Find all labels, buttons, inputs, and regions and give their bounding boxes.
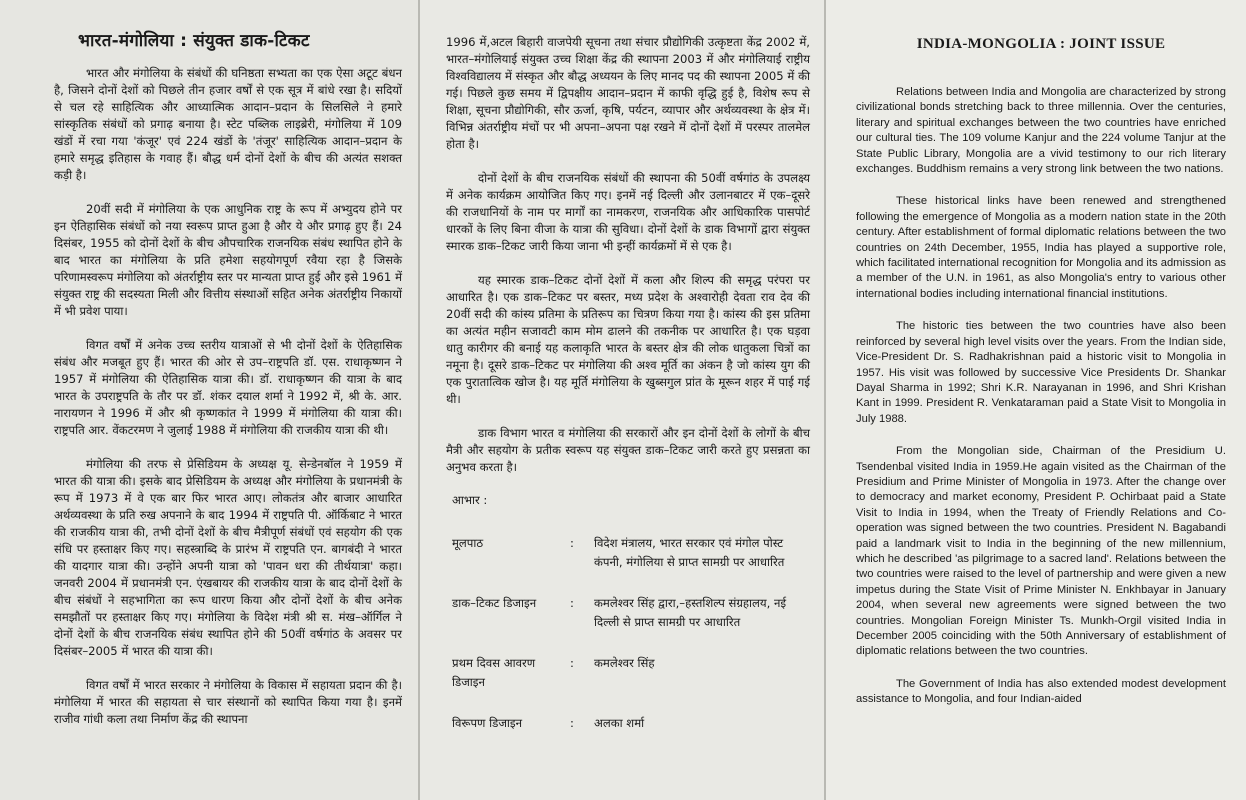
hindi-paragraph: भारत और मंगोलिया के संबंधों की घनिष्ठता सभ्यता का एक ऐसा अटूट बंधन है, जिसने दोनों देशों को पिछले तीन हजार वर्षों से एक सूत्र में बांधे रखा है। सदियों से चल रहे साहित्यिक और आध्यात्मिक आदान–प्रदान के सिलसिले ने हमारे सांस्कृतिक संबंधों को प्रगाढ़ बनाया है। स्टेट पब्लिक लाइब्रेरी, मंगोलिया में 109 खंडों में रचा गया 'कंजूर' एवं 224 खंडों के 'तंजूर' साहित्यिक आदान–प्रदान के हमारे समृद्ध इतिहास के गवाह हैं। बौद्ध धर्म दोनों देशों के बीच की अत्यंत सशक्त कड़ी है। xyxy=(54,66,402,182)
hindi-title: भारत-मंगोलिया : संयुक्त डाक-टिकट xyxy=(78,31,310,51)
credit-key: प्रथम दिवस आवरण डिजाइन xyxy=(452,656,536,689)
english-panel xyxy=(826,0,1246,800)
credit-row xyxy=(446,534,810,572)
hindi-paragraph: दोनों देशों के बीच राजनयिक संबंधों की स्थापना की 50वीं वर्षगांठ के उपलक्ष्य में अनेक कार्यक्रम आयोजित किए गए। इनमें नई दिल्ली और उलानबाटर में एक–दूसरे की राजधानियों के नाम पर मार्गों का नामकरण, राजनयिक और आधिकारिक पासपोर्ट धारकों के लिए बिना वीजा के यात्रा की सुविधा। दोनों देशों के डाक विभागों द्वारा संयुक्त स्मारक डाक–टिकट जारी किया जाना भी इन्हीं कार्यक्रमों में से एक है। xyxy=(446,171,810,253)
credit-value: अलका शर्मा xyxy=(594,716,645,730)
hindi-panel-middle xyxy=(420,0,824,800)
credit-key: मूलपाठ xyxy=(452,536,484,550)
credit-row xyxy=(446,654,810,692)
hindi-paragraph: यह स्मारक डाक–टिकट दोनों देशों में कला और शिल्प की समृद्ध परंपरा पर आधारित है। एक डाक–टिकट पर बस्तर, मध्य प्रदेश के अश्वारोही देवता राव देव की 20वीं सदी की कांस्य प्रतिमा के प्रतिरूप का चित्रण किया गया है। कांस्य की इस प्रतिमा का अत्यंत महीन सजावटी काम मोम ढालने की तकनीक पर आधारित है। एक घड़वा धातु कारीगर की बनाई यह कलाकृति भारत के बस्तर क्षेत्र की लोक धातुकला चित्रों का नमूना है। दूसरे डाक–टिकट पर मंगोलिया की अश्व मूर्ति का अंकन है जो कांस्य युग की एक पुरातात्विक खोज है। यह मूर्ति मंगोलिया के खुब्सगुल प्रांत के मूरून शहर में पाई गई थी। xyxy=(446,273,810,406)
credit-colon: : xyxy=(570,716,574,730)
hindi-paragraph: 20वीं सदी में मंगोलिया के एक आधुनिक राष्ट्र के रूप में अभ्युदय होने पर इन ऐतिहासिक संबंधों को नया स्वरूप प्राप्त हुआ है और ये और प्रगाढ़ हुए हैं। 24 दिसंबर, 1955 को दोनों देशों के बीच औपचारिक राजनयिक संबंध स्थापित होने के बाद भारत का मंगोलिया के प्रति हमेशा सहयोगपूर्ण रवैया रहा है जिसके परिणामस्वरूप मंगोलिया को अंतर्राष्ट्रीय स्तर पर मान्यता प्राप्त हुई और इसे 1961 में संयुक्त राष्ट्र की सदस्यता मिली और वित्तीय संस्थाओं सहित अनेक अंतर्राष्ट्रीय निकायों में भी प्रवेश पाया। xyxy=(54,202,402,318)
english-paragraph: The historic ties between the two countries have also been reinforced by several high level visits over the years. From the Indian side, Vice-President Dr. S. Radhakrishnan paid a historic visit to Mongolia in 1957. His visit was followed by successive Vice Presidents Dr. Shankar Dayal Sharma in 1992; Shri K.R. Narayanan in 1996, and Shri Krishan Kant in 1999. President R. Venkataraman paid a State Visit to Mongolia in July 1988. xyxy=(856,320,1226,425)
hindi-paragraph: मंगोलिया की तरफ से प्रेसिडियम के अध्यक्ष यू. सेन्डेनबॉल ने 1959 में भारत की यात्रा की। इसके बाद प्रेसिडियम के अध्यक्ष और मंगोलिया के प्रधानमंत्री के रूप में 1973 में वे एक बार फिर भारत आए। लोकतंत्र और बाजार आधारित अर्थव्यवस्था के प्रति रुख अपनाने के बाद 1994 में राष्ट्रपति पी. ऑर्किबाट ने भारत की राजकीय यात्रा की, तभी दोनों देशों के बीच मैत्रीपूर्ण संबंधों एवं सहयोग की एक संधि पर हस्ताक्षर किए गए। सहस्त्राब्दि के प्रारंभ में राष्ट्रपति एन. बागबंदी ने भारत की यादगार यात्रा की। उन्होंने अपनी यात्रा को 'पावन धरा की तीर्थयात्रा' कहा। जनवरी 2004 में प्रधानमंत्री एन. एंखबायर की राजकीय यात्रा के बाद दोनों देशों के बीच संबंधों ने सहभागिता का रूप धारण किया और दोनों देशों के बीच अनेक समझौतों पर हस्ताक्षर किए गए। मंगोलिया के विदेश मंत्री श्री स. मंख–ऑर्गिल ने दोनों देशों के बीच राजनयिक संबंध स्थापित होने की 50वीं वर्षगांठ के अवसर पर दिसंबर–2005 में भारत की यात्रा की। xyxy=(54,457,402,658)
hindi-panel-left xyxy=(0,0,418,800)
credit-value: विदेश मंत्रालय, भारत सरकार एवं मंगोल पोस्ट कंपनी, मंगोलिया से प्राप्त सामग्री पर आधारित xyxy=(594,536,785,569)
hindi-paragraph: विगत वर्षों में अनेक उच्च स्तरीय यात्राओं से भी दोनों देशों के ऐतिहासिक संबंध और मजबूत हुए हैं। भारत की ओर से उप–राष्ट्रपति डॉ. एस. राधाकृष्णन ने 1957 में मंगोलिया की ऐतिहासिक यात्रा की। डॉ. राधाकृष्णन की यात्रा के बाद भारत के उपराष्ट्रपति के तौर पर डॉ. शंकर दयाल शर्मा ने 1992 में, श्री के. आर. नारायणन ने 1996 में और श्री कृष्णकांत ने 1999 में मंगोलिया की यात्रा की। राष्ट्रपति आर. वेंकटरमण ने जुलाई 1988 में मंगोलिया की राजकीय यात्रा की थी। xyxy=(54,338,402,437)
acknowledgement-label: आभार : xyxy=(452,493,488,507)
credit-value: कमलेश्वर सिंह xyxy=(594,656,655,670)
hindi-paragraph: डाक विभाग भारत व मंगोलिया की सरकारों और इन दोनों देशों के लोगों के बीच मैत्री और सहयोग के प्रतीक स्वरूप यह संयुक्त डाक–टिकट जारी करते हुए प्रसन्नता का अनुभव करता है। xyxy=(446,426,810,474)
credit-colon: : xyxy=(570,596,574,610)
credit-key: विरूपण डिजाइन xyxy=(452,716,523,730)
english-title: INDIA-MONGOLIA : JOINT ISSUE xyxy=(916,36,1166,52)
hindi-paragraph: विगत वर्षों में भारत सरकार ने मंगोलिया के विकास में सहायता प्रदान की है। मंगोलिया में भारत की सहायता से चार संस्थानों को स्थापित किया गया है। इनमें राजीव गांधी कला तथा निर्माण केंद्र की स्थापना xyxy=(54,678,402,726)
credit-colon: : xyxy=(570,656,574,670)
credit-value: कमलेश्वर सिंह द्वारा,–हस्तशिल्प संग्रहालय, नई दिल्ली से प्राप्त सामग्री पर आधारित xyxy=(594,596,787,629)
hindi-paragraph: 1996 में,अटल बिहारी वाजपेयी सूचना तथा संचार प्रौद्योगिकी उत्कृष्टता केंद्र 2002 में, भारत–मंगोलियाई संयुक्त उच्च शिक्षा केंद्र की स्थापना 2003 में और मंगोलियाई राष्ट्रीय विश्वविद्यालय में संस्कृत और बौद्ध अध्ययन के लिए मानद पद की स्थापना 2005 में की गई। पिछले कुछ समय में द्विपक्षीय आदान–प्रदान में काफी वृद्धि हुई है, विशेष रूप से शिक्षा, सूचना प्रौद्योगिकी, सौर ऊर्जा, कृषि, पर्यटन, व्यापार और अर्थव्यवस्था के क्षेत्र में। विभिन्न अंतर्राष्ट्रीय मंचों पर भी अपना–अपना पक्ष रखने में दोनों देशों में परस्पर तालमेल होता है। xyxy=(446,35,810,151)
english-paragraph: These historical links have been renewed and strengthened following the emergence of Mongolia as a modern nation state in the 20th century. After establishment of formal diplomatic relations between the two countries on 24th December, 1955, India has played a supportive role, which facilitated international recognition for Mongolia and its admission as a member of the U.N. in 1961, as also Mongolia's entry to various other international bodies including international financial institutions. xyxy=(856,195,1227,300)
english-paragraph: The Government of India has also extended modest development assistance to Mongolia, and four Indian-aided xyxy=(856,677,1226,706)
credit-row xyxy=(446,594,810,632)
credit-row xyxy=(446,714,810,733)
english-paragraph: From the Mongolian side, Chairman of the Presidium U. Tsendenbal visited India in 1959.He again visited as the Chairman of the Presidium and Prime Minister of Mongolia in 1973. After the change over to democracy and market economy, President P. Ochirbaat paid a State Visit to India in 1994, when the Treaty of Friendly Relations and Co-operation was signed between the two countries. President N. Bagabandi paid a landmark visit to India in the beginning of the new millennium, which he described 'as pilgrimage to a sacred land'. Relations between the two countries were raised to the level of partnership and were given a new impetus during the State Visit of Prime Minister N. Enkhbayar in January 2004, when several new agreements were signed between the two countries. Mongolian Foreign Minister Ts. Munkh-Orgil visited India in December 2005 coinciding with the 50th Anniversary of establishment of diplomatic relations between the two countries. xyxy=(856,445,1226,658)
credit-key: डाक–टिकट डिजाइन xyxy=(452,596,537,610)
credit-colon: : xyxy=(570,536,574,550)
english-paragraph: Relations between India and Mongolia are characterized by strong civilizational bonds stretching back to three millennia. Over the centuries, literary and spiritual exchanges between the two countries have enriched our cultural ties. The 109 volume Kanjur and the 224 volume Tanjur at the State Public Library, Mongolia are a vivid testimony to our rich literary exchanges. Buddhism remains a very strong link between the two nations. xyxy=(856,86,1226,176)
